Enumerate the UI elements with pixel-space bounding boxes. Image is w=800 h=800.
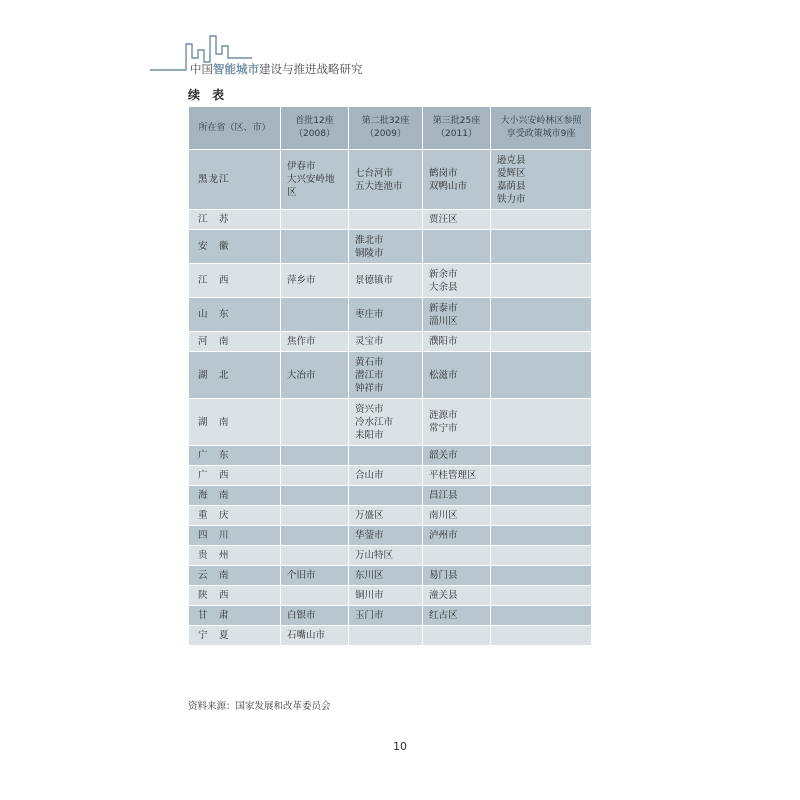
city-cell [491,566,592,586]
city-cell: 黄石市 潜江市 钟祥市 [349,352,423,399]
city-cell [349,486,423,506]
city-cell [281,526,349,546]
city-cell: 华蓥市 [349,526,423,546]
province-cell: 江 苏 [189,210,281,230]
city-cell [423,626,491,646]
column-header: 大小兴安岭林区参照 享受政策城市9座 [491,107,592,150]
city-cell: 东川区 [349,566,423,586]
table-row [189,586,592,606]
city-cell [349,446,423,466]
header-title: 中国智能城市建设与推进战略研究 [190,62,363,76]
city-cell [281,399,349,446]
city-cell: 伊春市 大兴安岭地区 [281,150,349,210]
city-cell [491,210,592,230]
city-cell: 濮阳市 [423,332,491,352]
city-cell [491,298,592,332]
city-cell [281,546,349,566]
city-cell: 白银市 [281,606,349,626]
city-cell: 逊克县 爱辉区 嘉荫县 铁力市 [491,150,592,210]
city-cell [491,606,592,626]
city-cell [491,626,592,646]
city-cell [281,298,349,332]
table-row [189,546,592,566]
source-note: 资料来源：国家发展和改革委员会 [188,701,331,712]
city-cell: 玉门市 [349,606,423,626]
city-cell [281,586,349,606]
table-row [189,352,592,399]
continued-table-label: 续 表 [188,88,225,102]
city-cell [491,230,592,264]
city-cell: 万山特区 [349,546,423,566]
city-cell [349,626,423,646]
province-cell: 宁 夏 [189,626,281,646]
province-cell: 湖 北 [189,352,281,399]
table-row [189,230,592,264]
table-row [189,150,592,210]
province-cell: 贵 州 [189,546,281,566]
province-cell: 山 东 [189,298,281,332]
table-row [189,606,592,626]
city-cell [491,446,592,466]
column-header: 第三批25座 （2011） [423,107,491,150]
city-cell: 红古区 [423,606,491,626]
city-cell: 潼关县 [423,586,491,606]
province-cell: 云 南 [189,566,281,586]
city-cell [349,210,423,230]
city-cell: 贾汪区 [423,210,491,230]
city-cell: 焦作市 [281,332,349,352]
city-cell: 韶关市 [423,446,491,466]
province-cell: 甘 肃 [189,606,281,626]
province-cell: 海 南 [189,486,281,506]
province-cell: 江 西 [189,264,281,298]
city-cell [491,546,592,566]
column-header: 所在省（区、市） [189,107,281,150]
city-cell [491,332,592,352]
table-row [189,566,592,586]
city-cell [281,446,349,466]
city-cell: 易门县 [423,566,491,586]
table-row [189,399,592,446]
city-cell: 大冶市 [281,352,349,399]
city-cell [281,210,349,230]
city-cell: 景德镇市 [349,264,423,298]
city-cell [491,264,592,298]
city-cell [281,230,349,264]
city-cell: 新泰市 淄川区 [423,298,491,332]
province-cell: 黑龙江 [189,150,281,210]
table-row [189,332,592,352]
city-cell [423,546,491,566]
city-cell: 万盛区 [349,506,423,526]
table-header-row [189,107,592,150]
city-cell [423,230,491,264]
province-cell: 四 川 [189,526,281,546]
table-row [189,210,592,230]
city-cell [491,399,592,446]
page-header [0,0,800,80]
city-cell [491,586,592,606]
city-cell: 合山市 [349,466,423,486]
table-row [189,446,592,466]
city-cell: 涟源市 常宁市 [423,399,491,446]
table-row [189,626,592,646]
city-cell: 平桂管理区 [423,466,491,486]
city-cell [281,466,349,486]
table-row [189,526,592,546]
city-cell: 新余市 大余县 [423,264,491,298]
city-cell: 松滋市 [423,352,491,399]
city-cell [491,486,592,506]
city-cell: 个旧市 [281,566,349,586]
province-cell: 河 南 [189,332,281,352]
city-cell [491,352,592,399]
table-row [189,466,592,486]
table-body [189,150,592,646]
city-cell: 铜川市 [349,586,423,606]
table-row [189,298,592,332]
province-cell: 广 西 [189,466,281,486]
city-cell: 资兴市 冷水江市 耒阳市 [349,399,423,446]
column-header: 首批12座 （2008） [281,107,349,150]
table-row [189,264,592,298]
province-cell: 重 庆 [189,506,281,526]
column-header: 第二批32座 （2009） [349,107,423,150]
city-cell: 七台河市 五大连池市 [349,150,423,210]
city-cell: 南川区 [423,506,491,526]
province-cell: 湖 南 [189,399,281,446]
city-cell: 淮北市 铜陵市 [349,230,423,264]
city-cell: 昌江县 [423,486,491,506]
table-row [189,506,592,526]
city-cell [281,486,349,506]
table-row [189,486,592,506]
province-cell: 广 东 [189,446,281,466]
city-cell: 鹤岗市 双鸭山市 [423,150,491,210]
city-cell: 泸州市 [423,526,491,546]
city-skyline-logo [0,0,800,80]
province-cell: 陕 西 [189,586,281,606]
page-number: 10 [393,740,407,753]
city-cell [491,466,592,486]
city-cell: 灵宝市 [349,332,423,352]
city-cell: 萍乡市 [281,264,349,298]
city-cell [491,526,592,546]
city-cell [491,506,592,526]
city-cell: 石嘴山市 [281,626,349,646]
resource-city-table [188,106,592,646]
city-cell [281,506,349,526]
province-cell: 安 徽 [189,230,281,264]
city-cell: 枣庄市 [349,298,423,332]
